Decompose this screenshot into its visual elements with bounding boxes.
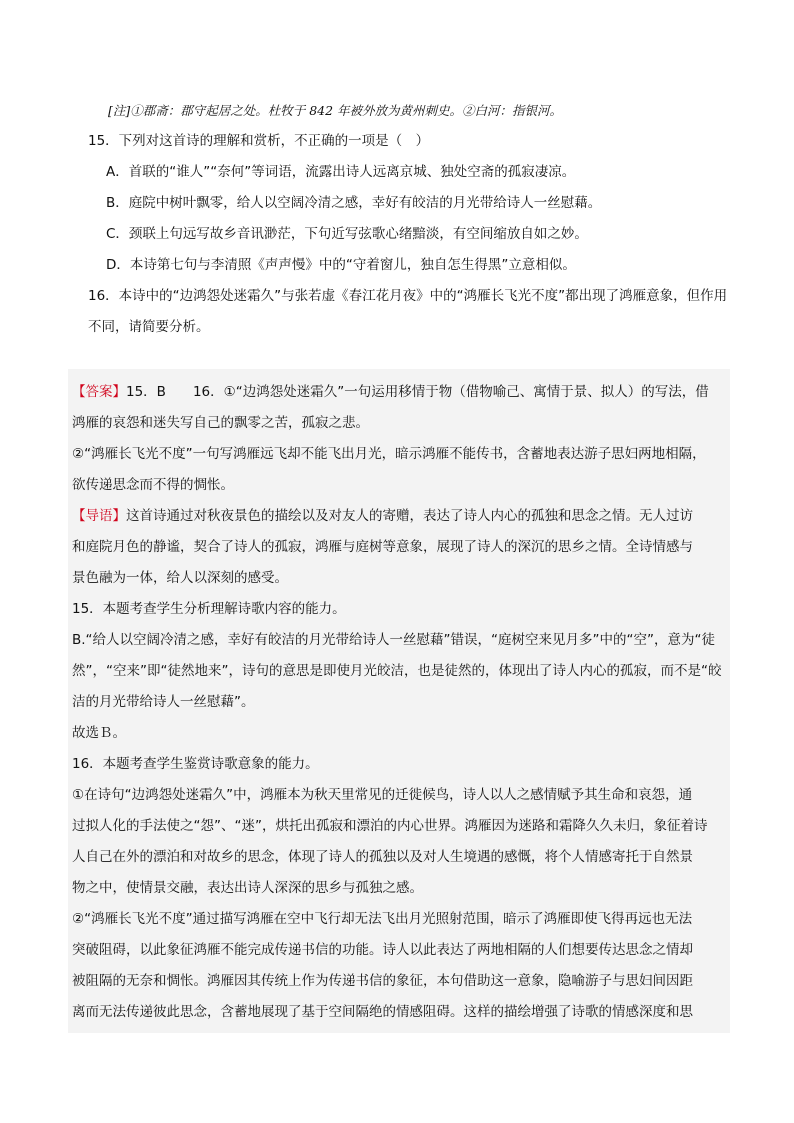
analysis-16-line-9: 离而无法传递彼此思念，含蓄地展现了基于空间隔绝的情感阻碍。这样的描绘增强了诗歌的情感深度和思 — [72, 1004, 693, 1020]
answer-line-2: 鸿雁的哀怨和迷失写自己的飘零之苦，孤寂之悲。 — [72, 415, 369, 431]
guide-line-1 — [72, 507, 693, 525]
question-16-line-2: 不同，请简要分析。 — [88, 319, 210, 335]
analysis-16-line-7: 突破阻碍，以此象征鸿雁不能完成传递书信的功能。诗人以此表达了两地相隔的人们想要传达思念之情却 — [72, 942, 693, 958]
answer-line-4: 欲传递思念而不得的惆怅。 — [72, 477, 234, 493]
analysis-16-line-2: ①在诗句“边鸿怨处迷霜久”中，鸿雁本为秋天里常见的迁徙候鸟，诗人以人之感情赋予其生命和哀怨，通 — [72, 787, 693, 803]
answer-line-1 — [72, 383, 709, 401]
footnote: [注]①郡斋：郡守起居之处。杜牧于 842 年被外放为黄州刺史。②白河：指银河。 — [108, 103, 563, 118]
analysis-15-line-1: 15．本题考查学生分析理解诗歌内容的能力。 — [72, 601, 346, 617]
answer-tag: 【答案】 — [72, 384, 126, 400]
analysis-16-line-1: 16．本题考查学生鉴赏诗歌意象的能力。 — [72, 756, 319, 772]
analysis-16-line-3: 过拟人化的手法使之“怨”、“迷”，烘托出孤寂和漂泊的内心世界。鸿雁因为迷路和霜降久久未归，象征着诗 — [72, 818, 708, 834]
question-15-option-d: D．本诗第七句与李清照《声声慢》中的“守着窗儿，独自怎生得黑”立意相似。 — [106, 257, 576, 273]
question-15-option-a: A．首联的“谁人”“奈何”等词语，流露出诗人远离京城、独处空斋的孤寂凄凉。 — [106, 164, 576, 180]
analysis-15-line-5: 故选Ｂ。 — [72, 725, 126, 741]
guide-line-1-text: 这首诗通过对秋夜景色的描绘以及对友人的寄赠，表达了诗人内心的孤独和思念之情。无人过访 — [126, 508, 693, 524]
guide-tag: 【导语】 — [72, 508, 126, 524]
question-15-option-c: C．颈联上句远写故乡音讯渺茫，下句近写弦歌心绪黯淡，有空间缩放自如之妙。 — [106, 226, 588, 242]
question-15-stem: 15．下列对这首诗的理解和赏析，不正确的一项是（ ） — [88, 133, 430, 149]
analysis-16-line-5: 物之中，使情景交融，表达出诗人深深的思乡与孤独之感。 — [72, 880, 423, 896]
analysis-16-line-8: 被阻隔的无奈和惆怅。鸿雁因其传统上作为传递书信的象征，本句借助这一意象，隐喻游子与思妇间因距 — [72, 973, 693, 989]
analysis-15-line-2: B.“给人以空阔冷清之感，幸好有皎洁的月光带给诗人一丝慰藉”错误，“庭树空来见月多”中的“空”，意为“徒 — [72, 632, 716, 648]
analysis-15-line-4: 洁的月光带给诗人一丝慰藉”。 — [72, 694, 255, 710]
question-16-line-1: 16．本诗中的“边鸿怨处迷霜久”与张若虚《春江花月夜》中的“鸿雁长飞光不度”都出现了鸿雁意象，但作用 — [88, 288, 728, 304]
question-15-option-b: B．庭院中树叶飘零，给人以空阔冷清之感，幸好有皎洁的月光带给诗人一丝慰藉。 — [106, 195, 602, 211]
analysis-16-line-4: 人自己在外的漂泊和对故乡的思念，体现了诗人的孤独以及对人生境遇的感慨，将个人情感寄托于自然景 — [72, 849, 693, 865]
answer-line-3: ②“鸿雁长飞光不度”一句写鸿雁远飞却不能飞出月光，暗示鸿雁不能传书，含蓄地表达游子思妇两地相隔， — [72, 446, 706, 462]
analysis-15-line-3: 然”，“空来”即“徒然地来”，诗句的意思是即使月光皎洁，也是徒然的，体现出了诗人内心的孤寂，而不是“皎 — [72, 663, 722, 679]
answer-line-1-text: 15．B 16．①“边鸿怨处迷霜久”一句运用移情于物（借物喻己、寓情于景、拟人）的写法，借 — [126, 384, 709, 400]
guide-line-3: 景色融为一体，给人以深刻的感受。 — [72, 570, 288, 586]
guide-line-2: 和庭院月色的静谧，契合了诗人的孤寂，鸿雁与庭树等意象，展现了诗人的深沉的思乡之情。全诗情感与 — [72, 539, 693, 555]
analysis-16-line-6: ②“鸿雁长飞光不度”通过描写鸿雁在空中飞行却无法飞出月光照射范围，暗示了鸿雁即使飞得再远也无法 — [72, 911, 693, 927]
